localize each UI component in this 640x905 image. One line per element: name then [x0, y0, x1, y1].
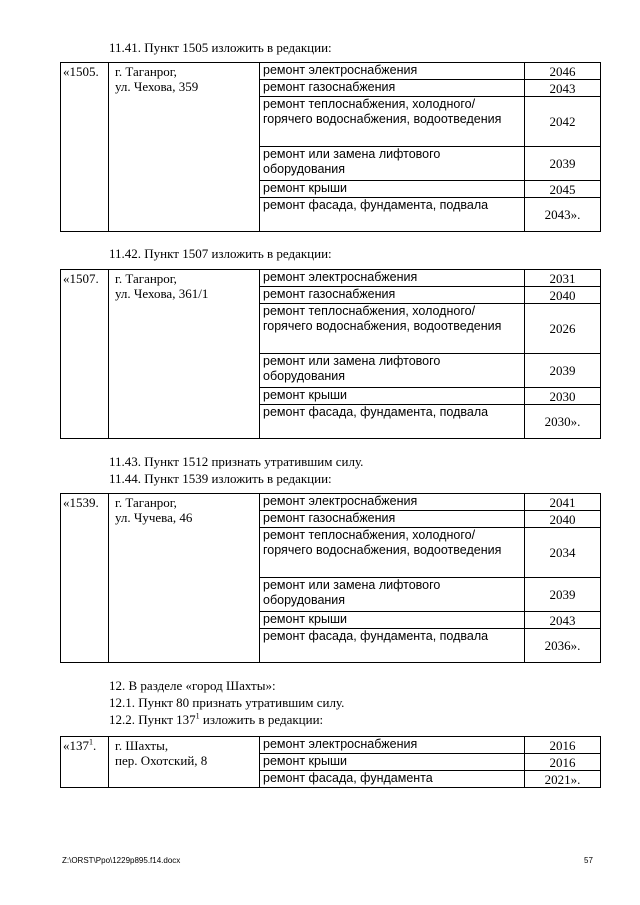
address-city: г. Таганрог, — [115, 271, 177, 286]
work-year: 2040 — [525, 511, 601, 528]
item-number: «1507. — [61, 270, 109, 439]
work-year: 2030 — [525, 388, 601, 405]
work-year: 2041 — [525, 494, 601, 511]
work-type: ремонт крыши — [260, 754, 525, 771]
work-year: 2030». — [525, 405, 601, 439]
item-number: «1505. — [61, 63, 109, 232]
address-street: ул. Чехова, 361/1 — [115, 286, 209, 301]
table-item-1505 — [60, 62, 601, 232]
work-type: ремонт электроснабжения — [260, 737, 525, 754]
item-number-dot: . — [93, 738, 97, 753]
work-year: 2036». — [525, 629, 601, 663]
work-year: 2045 — [525, 181, 601, 198]
item-address — [109, 494, 260, 663]
table-row — [61, 270, 601, 287]
item-number — [61, 737, 109, 788]
superscript: 1 — [89, 737, 93, 747]
paragraph-12: 12. В разделе «город Шахты»: — [109, 678, 276, 693]
item-number: «1539. — [61, 494, 109, 663]
table-row — [61, 63, 601, 80]
work-year: 2021». — [525, 771, 601, 788]
work-type: ремонт теплоснабжения, холодного/горячего водоснабжения, водоотведения — [260, 528, 525, 578]
page-number: 57 — [584, 856, 593, 865]
work-year: 2026 — [525, 304, 601, 354]
work-year: 2043». — [525, 198, 601, 232]
work-type: ремонт крыши — [260, 612, 525, 629]
work-year: 2046 — [525, 63, 601, 80]
table-item-137-1 — [60, 736, 601, 788]
work-year: 2034 — [525, 528, 601, 578]
work-type: ремонт газоснабжения — [260, 511, 525, 528]
work-type: ремонт электроснабжения — [260, 63, 525, 80]
work-type: ремонт теплоснабжения, холодного/горячего водоснабжения, водоотведения — [260, 97, 525, 147]
address-street: пер. Охотский, 8 — [115, 753, 208, 768]
paragraph-11-44: 11.44. Пункт 1539 изложить в редакции: — [109, 471, 332, 486]
work-year: 2039 — [525, 147, 601, 181]
superscript: 1 — [195, 711, 200, 721]
footer-file-path: Z:\ORST\Ppo\1229p895.f14.docx — [62, 856, 181, 865]
paragraph-12-2-text-end: изложить в редакции: — [199, 712, 324, 727]
address-city: г. Таганрог, — [115, 495, 177, 510]
item-address — [109, 737, 260, 788]
paragraph-11-42: 11.42. Пункт 1507 изложить в редакции: — [109, 246, 332, 261]
work-type: ремонт или замена лифтового оборудования — [260, 354, 525, 388]
item-address — [109, 63, 260, 232]
work-type: ремонт или замена лифтового оборудования — [260, 578, 525, 612]
table-item-1507 — [60, 269, 601, 439]
paragraph-12-2-text: 12.2. Пункт 137 — [109, 712, 196, 727]
work-type: ремонт газоснабжения — [260, 287, 525, 304]
item-number-text: «137 — [63, 738, 89, 753]
work-year: 2039 — [525, 578, 601, 612]
paragraph-12-2 — [109, 712, 323, 728]
work-type: ремонт теплоснабжения, холодного/горячего водоснабжения, водоотведения — [260, 304, 525, 354]
work-type: ремонт фасада, фундамента, подвала — [260, 198, 525, 232]
table-item-1539 — [60, 493, 601, 663]
paragraph-11-43: 11.43. Пункт 1512 признать утратившим силу. — [109, 454, 364, 469]
work-year: 2016 — [525, 754, 601, 771]
work-type: ремонт или замена лифтового оборудования — [260, 147, 525, 181]
table-row — [61, 737, 601, 754]
address-city: г. Таганрог, — [115, 64, 177, 79]
work-year: 2031 — [525, 270, 601, 287]
work-type: ремонт электроснабжения — [260, 494, 525, 511]
address-street: ул. Чехова, 359 — [115, 79, 199, 94]
work-type: ремонт фасада, фундамента, подвала — [260, 405, 525, 439]
address-city: г. Шахты, — [115, 738, 169, 753]
work-type: ремонт крыши — [260, 181, 525, 198]
item-address — [109, 270, 260, 439]
work-year: 2042 — [525, 97, 601, 147]
address-street: ул. Чучева, 46 — [115, 510, 193, 525]
work-type: ремонт фасада, фундамента — [260, 771, 525, 788]
work-year: 2039 — [525, 354, 601, 388]
paragraph-11-41: 11.41. Пункт 1505 изложить в редакции: — [109, 40, 332, 55]
work-year: 2040 — [525, 287, 601, 304]
work-type: ремонт крыши — [260, 388, 525, 405]
work-year: 2016 — [525, 737, 601, 754]
work-year: 2043 — [525, 80, 601, 97]
work-type: ремонт газоснабжения — [260, 80, 525, 97]
work-type: ремонт фасада, фундамента, подвала — [260, 629, 525, 663]
work-year: 2043 — [525, 612, 601, 629]
paragraph-12-1: 12.1. Пункт 80 признать утратившим силу. — [109, 695, 345, 710]
table-row — [61, 494, 601, 511]
work-type: ремонт электроснабжения — [260, 270, 525, 287]
